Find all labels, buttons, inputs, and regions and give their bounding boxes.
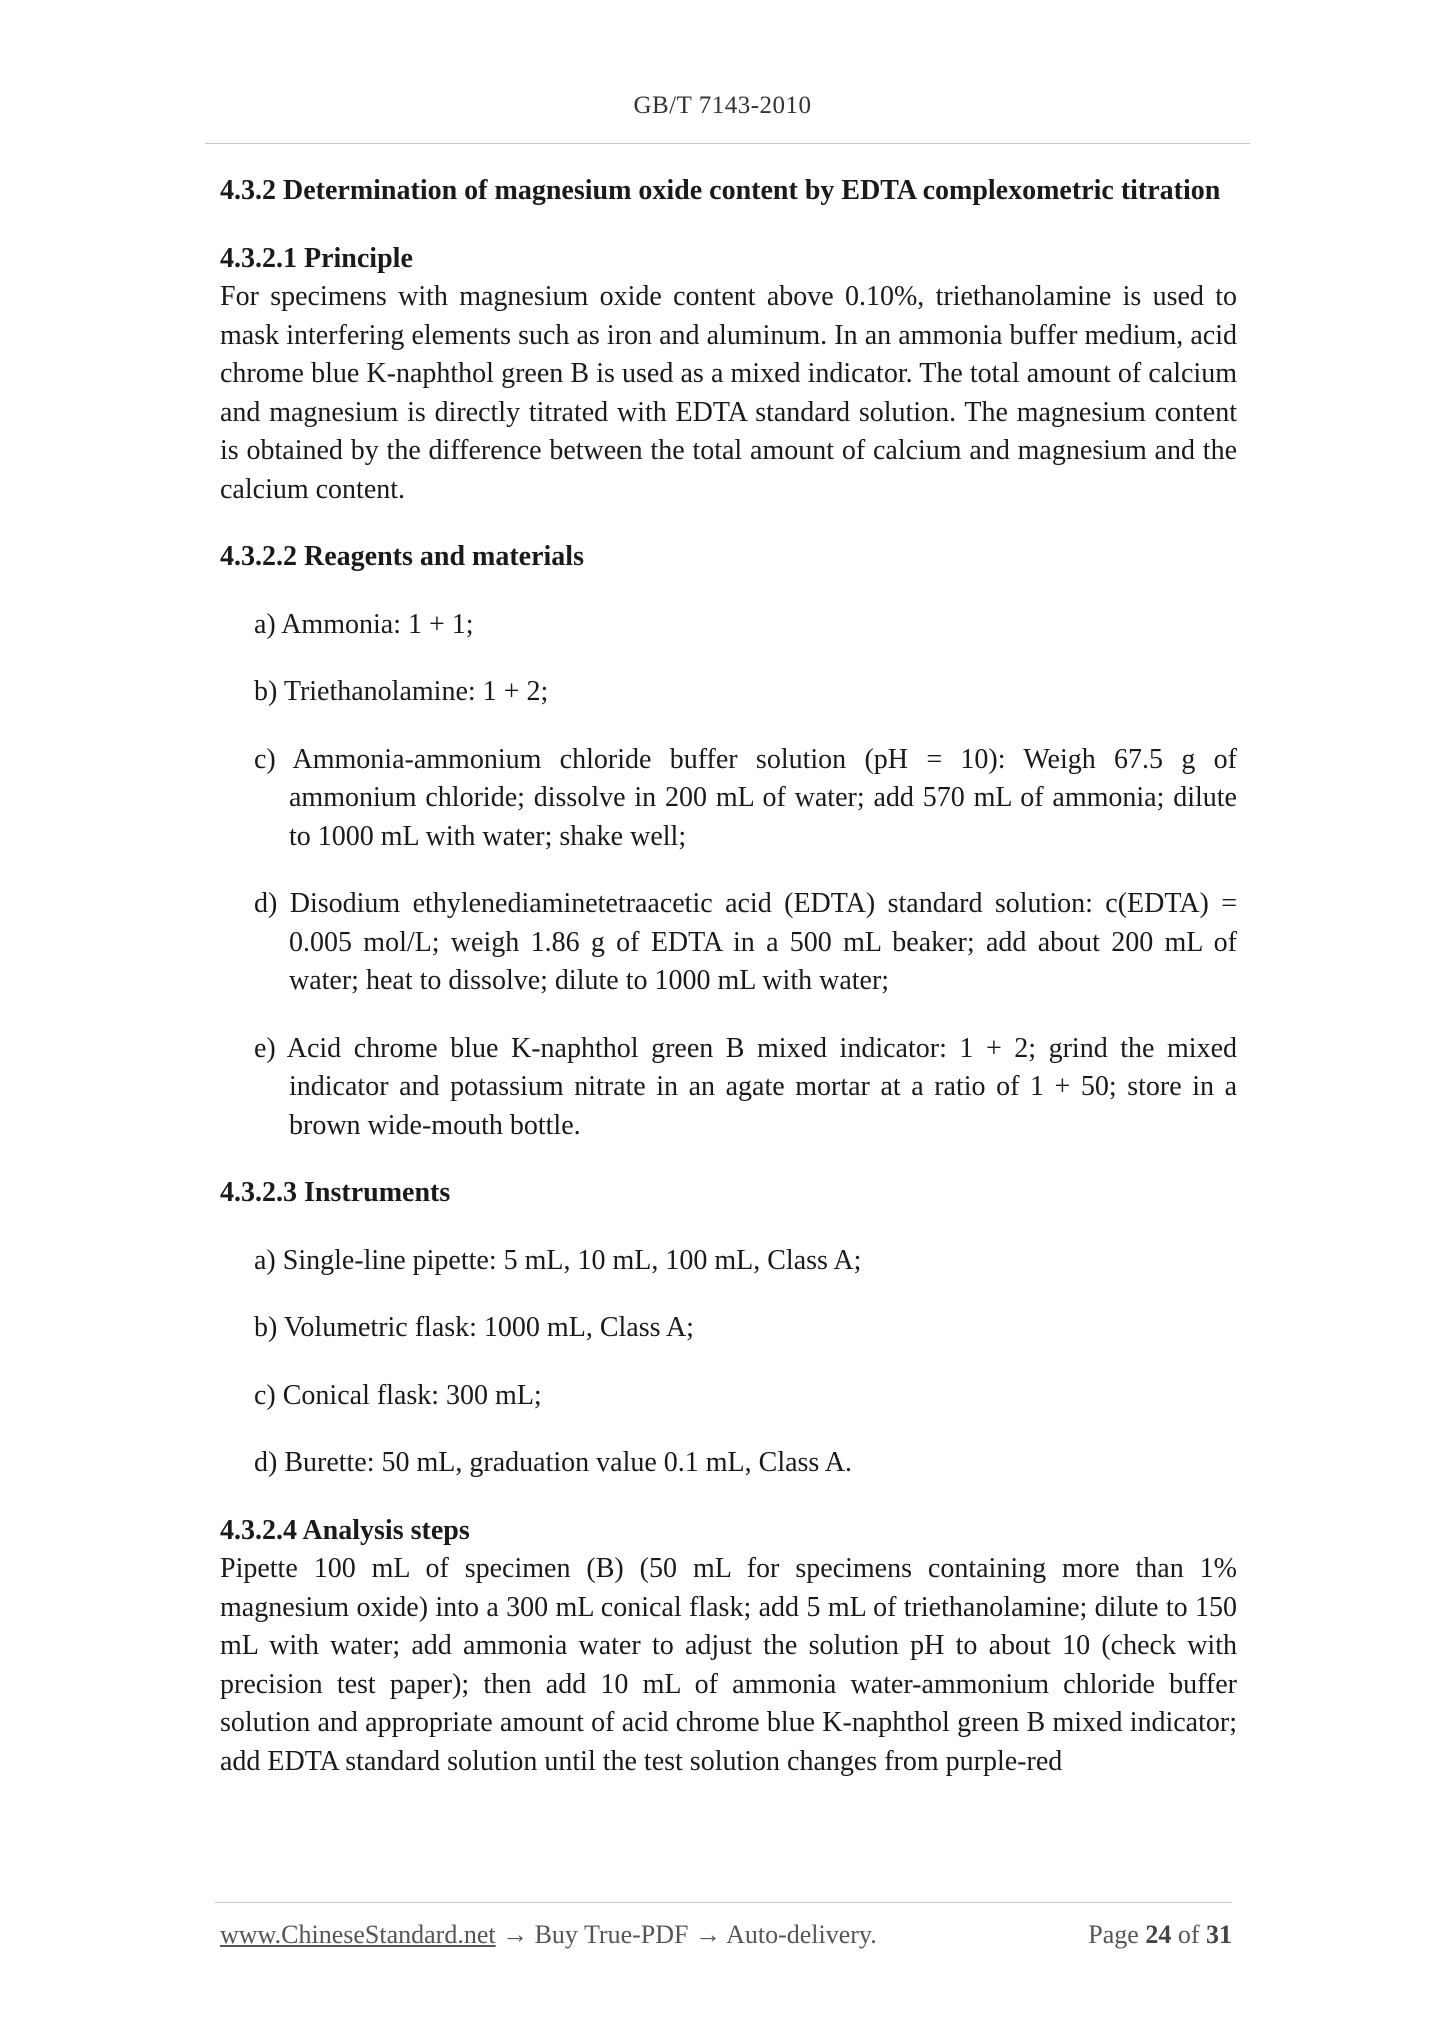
reagent-item: b) Triethanolamine: 1 + 2; — [254, 676, 549, 707]
instrument-item: d) Burette: 50 mL, graduation value 0.1 mL, Class A. — [254, 1447, 853, 1478]
footer-promo — [220, 1920, 877, 1950]
principle-heading: 4.3.2.1 Principle — [220, 242, 413, 274]
buy-text: Buy True-PDF — [534, 1920, 689, 1949]
page-current: 24 — [1145, 1920, 1172, 1949]
instruments-heading: 4.3.2.3 Instruments — [220, 1177, 451, 1208]
instrument-item: b) Volumetric flask: 1000 mL, Class A; — [254, 1312, 694, 1343]
section-title: 4.3.2 Determination of magnesium oxide content by EDTA complexometric titration — [220, 175, 1221, 206]
site-link[interactable]: www.ChineseStandard.net — [220, 1920, 496, 1949]
instruments-list — [220, 1242, 1237, 1483]
page-total: 31 — [1206, 1920, 1232, 1949]
reagent-item: a) Ammonia: 1 + 1; — [254, 608, 474, 640]
page-number — [1088, 1920, 1232, 1950]
analysis-heading: 4.3.2.4 Analysis steps — [220, 1514, 470, 1546]
reagent-item: c) Ammonia-ammonium chloride buffer solution (pH = 10): Weigh 67.5 g of ammonium chloride; dissolve in 200 mL of water; add 570 mL of ammonia; dilute to 1000 mL with water; shake well; — [254, 743, 1237, 852]
header-divider — [205, 143, 1250, 144]
arrow-right-icon: → — [502, 1920, 529, 1949]
reagents-heading: 4.3.2.2 Reagents and materials — [220, 541, 584, 572]
principle-text: For specimens with magnesium oxide content above 0.10%, triethanolamine is used to mask interfering elements such as iron and aluminum. In an ammonia buffer medium, acid chrome blue K-naphthol green B is used as a mixed indicator. The total amount of calcium and magnesium is directly titrated with EDTA standard solution. The magnesium content is obtained by the difference between the total amount of calcium and magnesium and the calcium content. — [220, 281, 1237, 505]
instrument-item: a) Single-line pipette: 5 mL, 10 mL, 100 mL, Class A; — [254, 1244, 862, 1276]
delivery-text: Auto-delivery. — [726, 1920, 877, 1949]
page-label: Page — [1088, 1920, 1139, 1949]
of-label: of — [1177, 1920, 1200, 1949]
document-code: GB/T 7143-2010 — [633, 92, 812, 119]
instrument-item: c) Conical flask: 300 mL; — [254, 1379, 542, 1411]
footer-divider — [215, 1902, 1232, 1903]
arrow-right-icon: → — [695, 1920, 721, 1949]
reagent-item: e) Acid chrome blue K-naphthol green B mixed indicator: 1 + 2; grind the mixed indicator and potassium nitrate in an agate mortar at a ratio of 1 + 50; store in a brown wide-mouth bottle. — [254, 1032, 1237, 1141]
reagents-list — [220, 606, 1237, 1146]
reagent-item: d) Disodium ethylenediaminetetraacetic acid (EDTA) standard solution: c(EDTA) = 0.005 mol/L; weigh 1.86 g of EDTA in a 500 mL beaker; add about 200 mL of water; heat to dissolve; dilute to 1000 mL with water; — [254, 888, 1237, 996]
document-body — [220, 172, 1237, 1781]
analysis-text: Pipette 100 mL of specimen (B) (50 mL for specimens containing more than 1% magnesium oxide) into a 300 mL conical flask; add 5 mL of triethanolamine; dilute to 150 mL with water; add ammonia water to adjust the solution pH to about 10 (check with precision test paper); then add 10 mL of ammonia water-ammonium chloride buffer solution and appropriate amount of acid chrome blue K-naphthol green B mixed indicator; add EDTA standard solution until the test solution changes from purple-red — [220, 1553, 1237, 1777]
